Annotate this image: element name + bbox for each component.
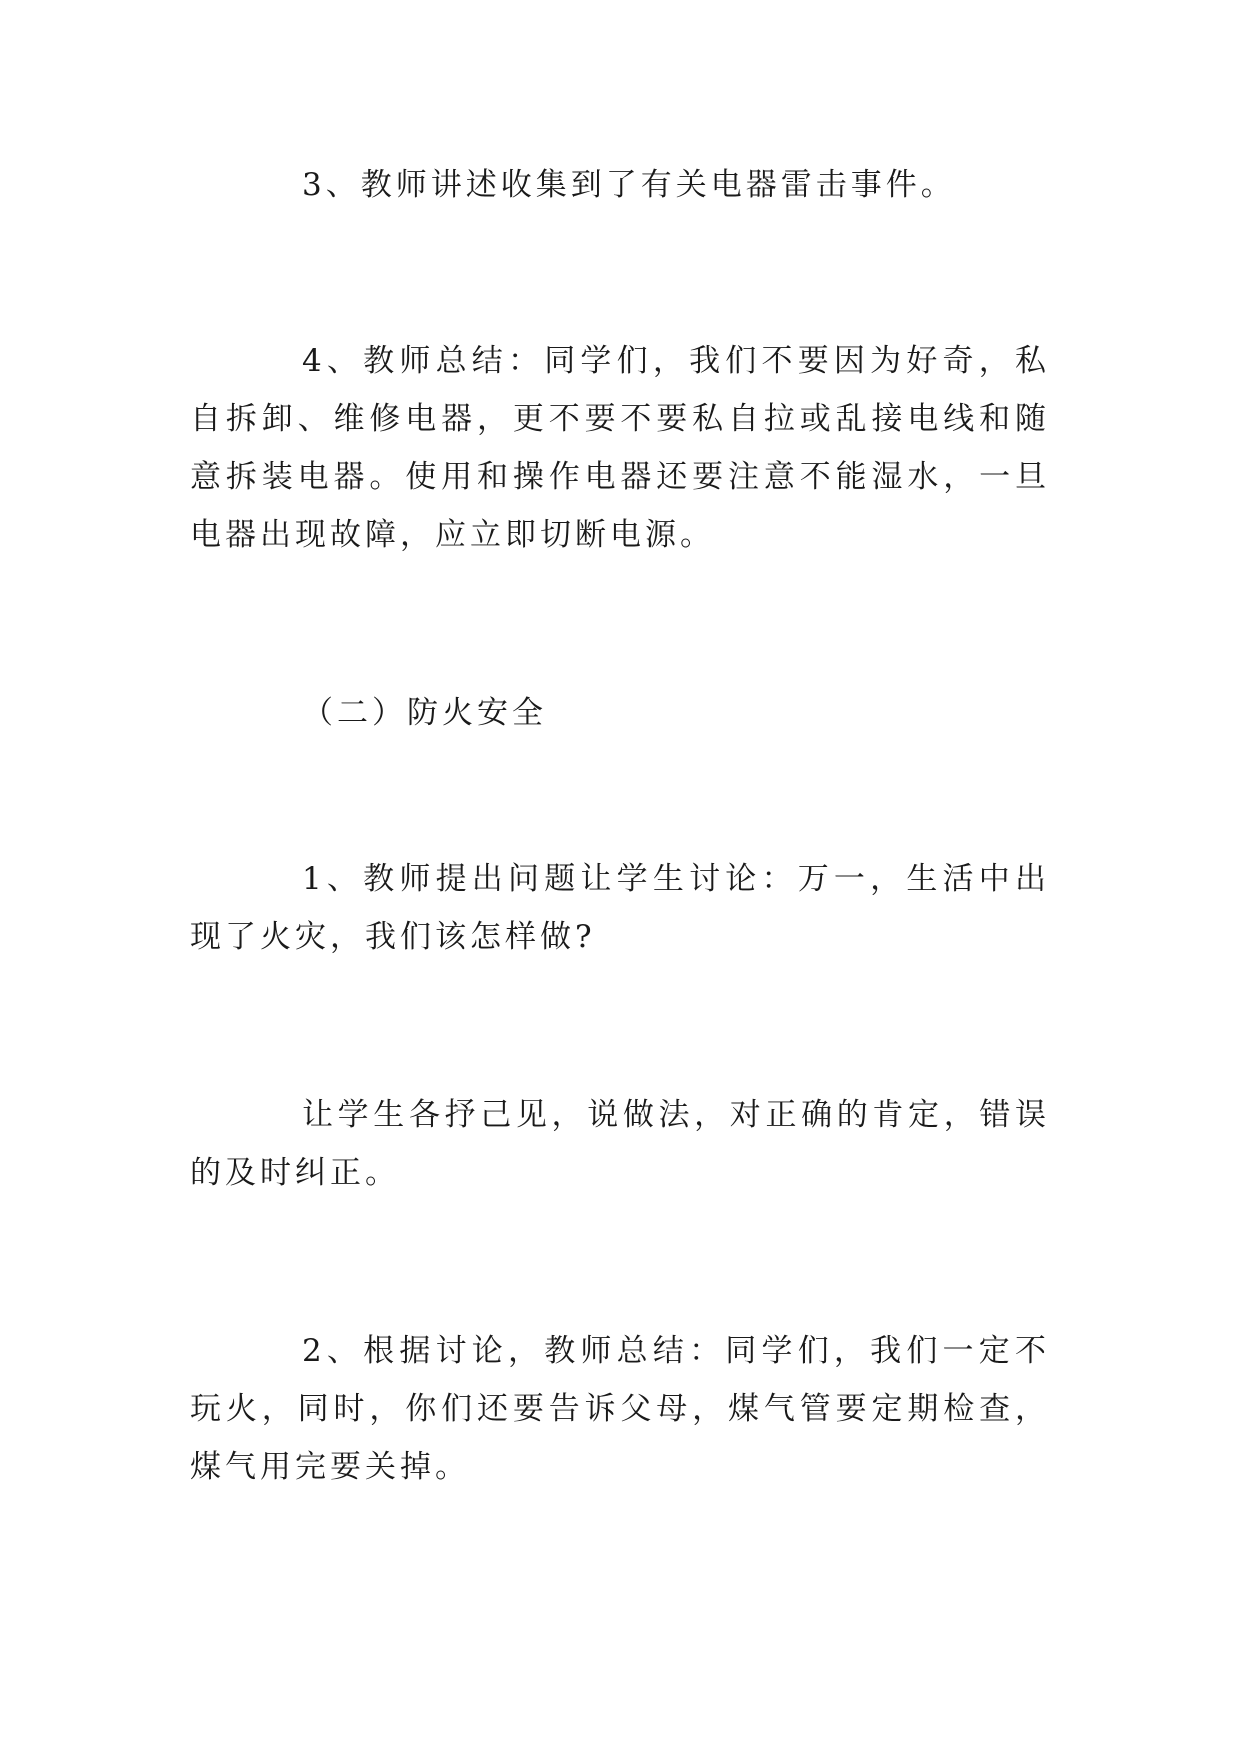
- paragraph-lightning-events: 3、教师讲述收集到了有关电器雷击事件。: [302, 167, 956, 203]
- paragraph-student-opinions: 让学生各抒己见，说做法，对正确的肯定，错误的及时纠正。: [190, 1097, 1050, 1191]
- paragraph-fire-discussion: 1、教师提出问题让学生讨论：万一，生活中出现了火灾，我们该怎样做?: [190, 861, 1050, 955]
- paragraph-electrical-summary: 4、教师总结：同学们，我们不要因为好奇，私自拆卸、维修电器，更不要不要私自拉或乱接电线和随意拆装电器。使用和操作电器还要注意不能湿水，一旦电器出现故障，应立即切断电源。: [190, 343, 1050, 553]
- paragraph-fire-summary: 2、根据讨论，教师总结：同学们，我们一定不玩火，同时，你们还要告诉父母，煤气管要定期检查，煤气用完要关掉。: [190, 1333, 1050, 1485]
- section-heading-fire-safety: （二）防火安全: [302, 695, 547, 731]
